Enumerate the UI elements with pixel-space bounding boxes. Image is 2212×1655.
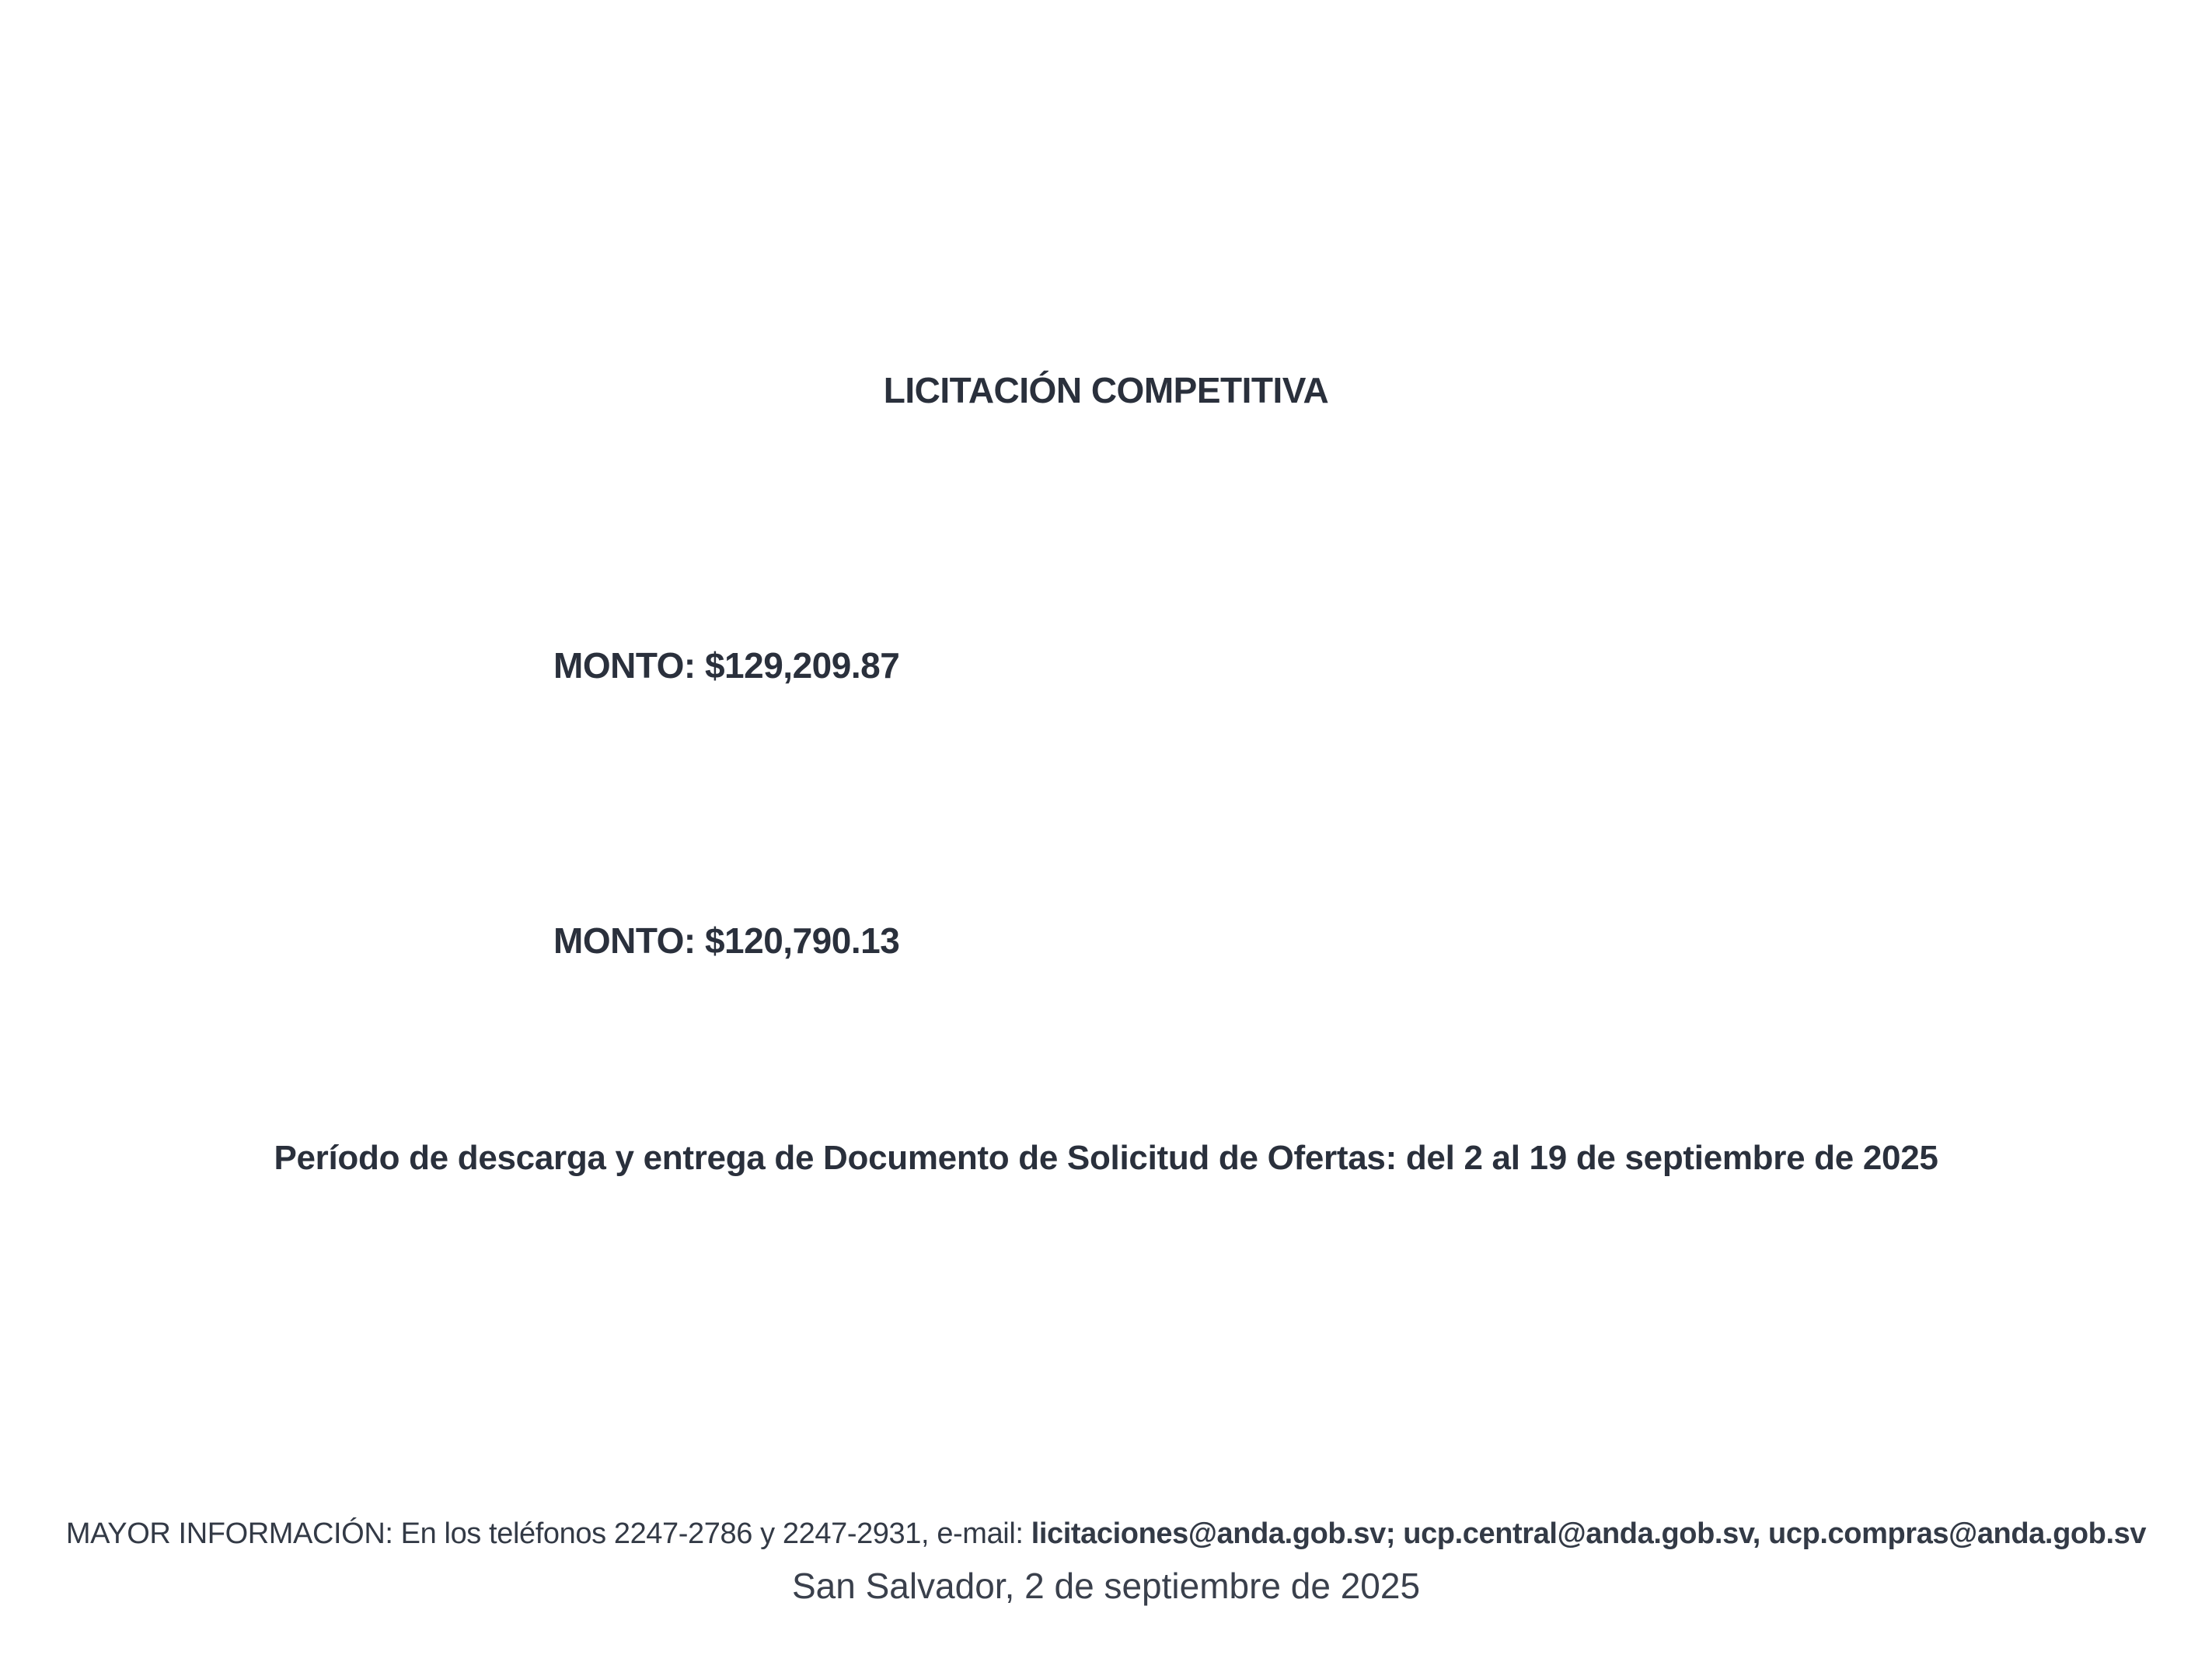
download-period-text: Período de descarga y entrega de Documento de Solicitud de Ofertas: del 2 al 19 de septiembre de 2025 bbox=[274, 1139, 1938, 1177]
contact-info-prefix: MAYOR INFORMACIÓN: En los teléfonos 2247-2786 y 2247-2931, e-mail: bbox=[65, 1517, 1031, 1550]
contact-info-line bbox=[0, 1514, 2212, 1553]
monto-amount-1: MONTO: $129,209.87 bbox=[553, 645, 900, 686]
date-line: San Salvador, 2 de septiembre de 2025 bbox=[791, 1566, 1421, 1606]
document-title: LICITACIÓN COMPETITIVA bbox=[883, 370, 1329, 410]
monto-amount-2: MONTO: $120,790.13 bbox=[553, 920, 900, 961]
contact-emails: licitaciones@anda.gob.sv; ucp.central@anda.gob.sv, ucp.compras@anda.gob.sv bbox=[1031, 1517, 2147, 1550]
